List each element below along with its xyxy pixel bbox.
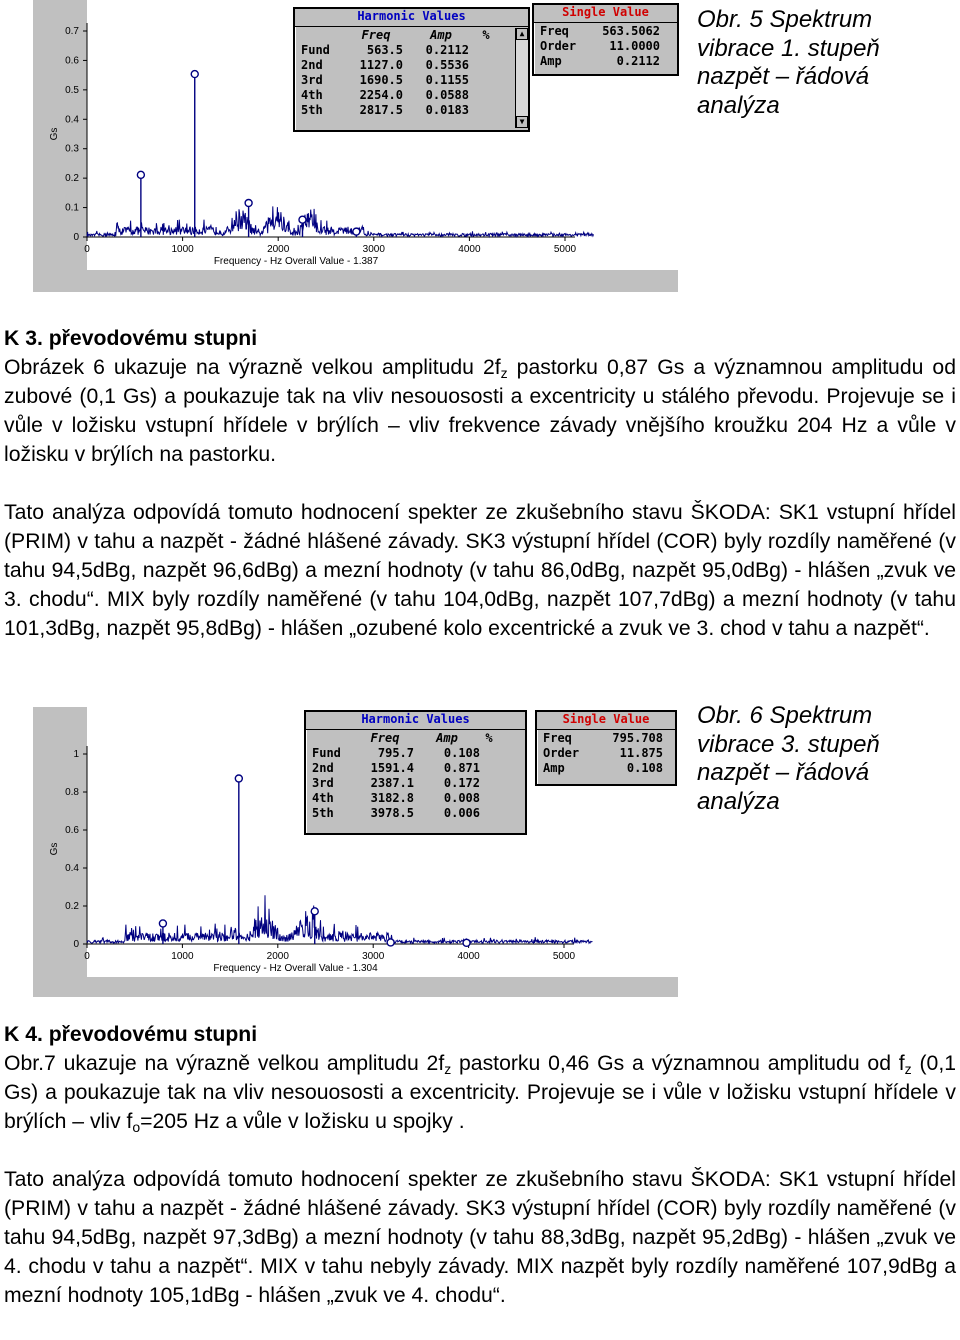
single-label: Order (543, 746, 580, 760)
x-tick-label: 1000 (171, 951, 194, 962)
single-value-row (543, 746, 673, 761)
single-label: Freq (540, 24, 569, 38)
spectrum-figure-5 (33, 0, 678, 292)
caption-line: analýza (697, 91, 780, 119)
x-tick-label: 3000 (362, 244, 385, 255)
harmonic-freq: 3182.8 (370, 791, 414, 805)
caption-line: vibrace 1. stupeň (697, 34, 880, 62)
y-tick-label: 0.6 (65, 55, 79, 67)
y-tick-label: 0 (73, 232, 79, 243)
harmonic-amp: 0.0183 (425, 103, 469, 117)
harmonic-label: 4th (312, 791, 334, 805)
single-value: 11.0000 (609, 39, 660, 53)
spectrum-figure-6 (33, 707, 678, 997)
harmonic-values-title: Harmonic Values (295, 9, 528, 27)
single-value: 0.108 (626, 761, 663, 775)
single-label: Order (540, 39, 577, 53)
harmonic-label: 5th (312, 806, 334, 820)
caption-line: analýza (697, 787, 780, 815)
x-tick-label: 4000 (457, 951, 480, 962)
harmonic-marker (353, 228, 360, 235)
harmonic-marker (299, 216, 306, 223)
caption-line: vibrace 3. stupeň (697, 730, 880, 758)
single-value: 0.2112 (616, 54, 660, 68)
x-tick-label: 5000 (553, 244, 577, 255)
harmonic-row (312, 791, 517, 806)
col-freq: Freq (361, 28, 391, 42)
single-value-title: Single Value (537, 712, 675, 730)
harmonic-scrollbar[interactable] (515, 28, 528, 128)
harmonic-label: Fund (312, 746, 341, 760)
harmonic-freq: 563.5 (366, 43, 403, 57)
harmonic-freq: 1591.4 (370, 761, 414, 775)
section-heading: K 4. převodovému stupni (4, 1023, 258, 1046)
harmonic-amp: 0.0588 (425, 88, 469, 102)
harmonic-marker (191, 71, 198, 78)
single-value-row (543, 731, 673, 746)
single-value: 563.5062 (602, 24, 660, 38)
harmonic-marker (235, 775, 242, 782)
y-tick-label: 0.8 (65, 787, 79, 798)
single-value: 795.708 (612, 731, 663, 745)
x-tick-label: 2000 (267, 244, 290, 255)
caption-line: nazpět – řádová (697, 63, 870, 90)
harmonic-amp: 0.108 (443, 746, 480, 760)
y-tick-label: 0.4 (65, 863, 79, 874)
single-label: Freq (543, 731, 572, 745)
x-tick-label: 1000 (171, 244, 194, 255)
harmonic-label: 3rd (312, 776, 334, 790)
x-axis-label: Frequency - Hz Overall Value - 1.304 (213, 963, 378, 974)
single-value-row (543, 761, 673, 776)
paragraph: Tato analýza odpovídá tomuto hodnocení spekter ze zkušebního stavu ŠKODA: SK1 vstupní hřídel (PRIM) v tahu a nazpět - žádné hlášené závady. SK3 výstupní hřídel (COR) byly rozdíly naměřené (v tahu 94,5dBg, nazpět 97,3dBg) a mezní hodnoty (v tahu 88,3dBg, nazpět 95,2dBg) - hlášen „zvuk ve 4. chodu v tahu a nazpět“. MIX v tahu nebyly závady. MIX nazpět byly rozdíly naměřené 107,9dBg a mezní hodnoty 105,1dBg - hlášen „zvuk ve 4. chodu“. (4, 1168, 956, 1307)
y-tick-label: 0.7 (65, 26, 79, 37)
x-tick-label: 3000 (362, 951, 385, 962)
x-axis-label: Frequency - Hz Overall Value - 1.387 (213, 256, 379, 267)
harmonic-row (312, 806, 517, 821)
y-axis-label: Gs (49, 127, 60, 141)
scroll-down-icon[interactable]: ▼ (516, 116, 528, 128)
figure-5-caption (697, 6, 880, 120)
single-value: 11.875 (619, 746, 663, 760)
x-tick-label: 0 (84, 951, 90, 962)
col-pct: % (485, 731, 493, 745)
y-tick-label: 0.2 (65, 173, 79, 185)
y-tick-label: 1 (73, 749, 79, 760)
single-value-row (540, 54, 675, 69)
harmonic-label: 4th (301, 88, 323, 102)
harmonic-label: 5th (301, 103, 323, 117)
paragraph: Obr.7 ukazuje na výrazně velkou amplitudu $2f_z$ pastorku 0,46 Gs a významnou amplitudu od $f_z$ (0,1 Gs) a poukazuje tak na vliv nesouososti a excentricity. Projevuje se i vůle v ložisku vstupní hřídele v brýlích – vliv $f_o=205$ Hz a vůle v ložisku u spojky . (4, 1052, 956, 1135)
harmonic-freq: 2254.0 (359, 88, 403, 102)
y-tick-label: 0 (73, 939, 79, 950)
col-pct: % (482, 28, 490, 42)
y-tick-label: 0.3 (65, 143, 79, 155)
harmonic-marker (245, 200, 252, 207)
harmonic-row (301, 73, 511, 88)
x-tick-label: 2000 (266, 951, 289, 962)
harmonic-header-row (312, 731, 517, 746)
harmonic-label: 2nd (301, 58, 323, 72)
caption-line: Obr. 6 Spektrum (697, 702, 873, 729)
harmonic-amp: 0.2112 (425, 43, 469, 57)
harmonic-marker (137, 171, 144, 178)
y-tick-label: 0.1 (65, 202, 79, 214)
harmonic-freq: 1127.0 (359, 58, 403, 72)
single-label: Amp (543, 761, 565, 775)
caption-line: nazpět – řádová (697, 759, 870, 786)
x-tick-label: 4000 (458, 244, 481, 255)
paragraph: Tato analýza odpovídá tomuto hodnocení spekter ze zkušebního stavu ŠKODA: SK1 vstupní hřídel (PRIM) v tahu a nazpět - žádné hlášené závady. SK3 výstupní hřídel (COR) byly rozdíly naměřené (v tahu 94,5dBg, nazpět 96,6dBg) a mezní hodnoty (v tahu 86,0dBg, nazpět 95,0dBg) - hlášen „zvuk ve 3. chodu“. MIX byly rozdíly naměřené (v tahu 104,0dBg, nazpět 107,7dBg) a mezní hodnoty (v tahu 101,3dBg, nazpět 95,8dBg) - hlášen „ozubené kolo excentrické a zvuk ve 3. chod v tahu a nazpět“. (4, 501, 956, 640)
harmonic-header-row (301, 28, 511, 43)
y-tick-label: 0.6 (65, 825, 79, 836)
harmonic-values-panel (304, 710, 527, 835)
y-axis-label: Gs (49, 842, 60, 856)
harmonic-amp: 0.1155 (425, 73, 469, 87)
col-amp: Amp (436, 731, 458, 745)
single-label: Amp (540, 54, 562, 68)
harmonic-freq: 3978.5 (370, 806, 414, 820)
harmonic-marker (463, 939, 470, 946)
harmonic-freq: 2817.5 (359, 103, 403, 117)
single-value-panel (532, 3, 679, 76)
harmonic-amp: 0.172 (443, 776, 480, 790)
col-amp: Amp (430, 28, 452, 42)
harmonic-values-panel (293, 7, 530, 132)
harmonic-row (301, 88, 511, 103)
harmonic-marker (387, 939, 394, 946)
harmonic-amp: 0.006 (443, 806, 480, 820)
harmonic-freq: 2387.1 (370, 776, 414, 790)
harmonic-marker (311, 908, 318, 915)
harmonic-row (312, 761, 517, 776)
harmonic-amp: 0.008 (443, 791, 480, 805)
scroll-up-icon[interactable]: ▲ (516, 28, 528, 40)
harmonic-amp: 0.871 (443, 761, 480, 775)
caption-line: Obr. 5 Spektrum (697, 6, 873, 33)
col-freq: Freq (370, 731, 400, 745)
section-heading: K 3. převodovému stupni (4, 327, 258, 350)
x-tick-label: 0 (84, 244, 90, 255)
single-value-title: Single Value (534, 5, 677, 23)
single-value-row (540, 24, 675, 39)
harmonic-freq: 1690.5 (359, 73, 403, 87)
harmonic-row (312, 746, 517, 761)
paragraph: Obrázek 6 ukazuje na výrazně velkou amplitudu $2f_z$ pastorku 0,87 Gs a významnou amplitudu od zubové (0,1 Gs) a poukazuje tak na vliv nesouososti a excentricity u stálého převodu. Projevuje se i vůle v ložisku vstupní hřídele v brýlích – vliv frekvence závady vnějšího kroužku 204 Hz a vůle v ložisku v brýlích na pastorku. (4, 356, 956, 466)
harmonic-row (301, 58, 511, 73)
harmonic-label: 3rd (301, 73, 323, 87)
harmonic-values-title: Harmonic Values (306, 712, 525, 730)
harmonic-freq: 795.7 (377, 746, 414, 760)
harmonic-marker (159, 920, 166, 927)
harmonic-row (312, 776, 517, 791)
harmonic-label: 2nd (312, 761, 334, 775)
y-tick-label: 0.2 (65, 901, 79, 912)
harmonic-label: Fund (301, 43, 330, 57)
x-tick-label: 5000 (552, 951, 576, 962)
y-tick-label: 0.4 (65, 114, 79, 126)
section-k3 (4, 324, 956, 643)
figure-6-caption (697, 702, 880, 816)
harmonic-row (301, 43, 511, 58)
harmonic-amp: 0.5536 (425, 58, 469, 72)
spectrum-trace (87, 206, 594, 236)
y-tick-label: 0.5 (65, 84, 79, 96)
single-value-panel (535, 710, 677, 786)
single-value-row (540, 39, 675, 54)
harmonic-row (301, 103, 511, 118)
section-k4 (4, 1020, 956, 1310)
